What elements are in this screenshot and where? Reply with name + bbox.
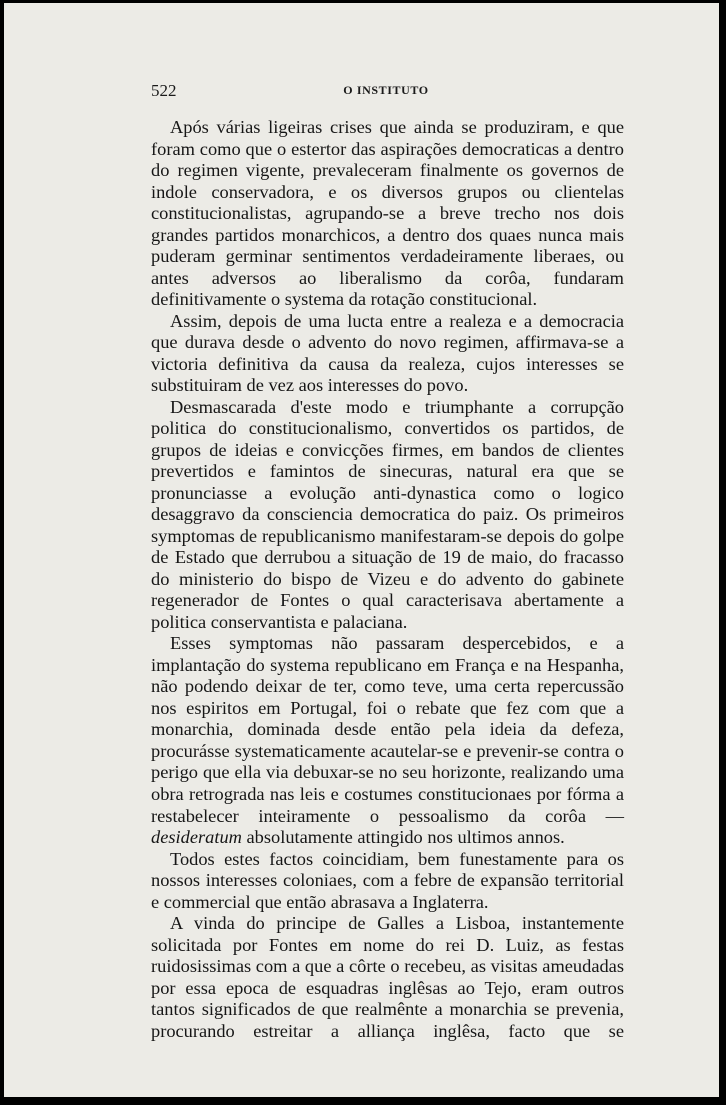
page-number: 522 bbox=[151, 81, 177, 100]
page-header bbox=[151, 81, 621, 101]
paragraph-text: absolutamente attingido nos ultimos annos. bbox=[241, 827, 565, 848]
paragraph bbox=[151, 633, 624, 848]
paragraph: Assim, depois de uma lucta entre a realeza e a democracia que durava desde o advento do novo regimen, affirmava-se a victoria definitiva da causa da realeza, cujos interesses se substituiram de vez aos interesses do povo. bbox=[151, 310, 624, 396]
paragraph: A vinda do principe de Galles a Lisboa, instantemente solicitada por Fontes em nome do rei D. Luiz, as festas ruidosissimas com a que a côrte o recebeu, as visitas ameudadas por essa epoca de esquadras inglêsas ao Tejo, eram outros tantos significados de que realmênte a monarchia se prevenia, procurando estreitar a alliança inglêsa, facto que se bbox=[151, 913, 624, 1041]
running-title: O INSTITUTO bbox=[343, 83, 429, 97]
body-text bbox=[151, 117, 624, 1042]
book-page bbox=[4, 3, 719, 1097]
emphasis-text: desideratum bbox=[151, 827, 242, 848]
paragraph: Após várias ligeiras crises que ainda se produziram, e que foram como que o estertor das aspirações democraticas a dentro do regimen vigente, prevaleceram finalmente os governos de indole conservadora, e os diversos grupos ou clientelas constitucionalistas, agrupando-se a breve trecho nos dois grandes partidos monarchicos, a dentro dos quaes nunca mais puderam germinar sentimentos verdadeiramente liberaes, ou antes adversos ao liberalismo da corôa, fundaram definitivamente o systema da rotação constitucional. bbox=[151, 117, 624, 310]
paragraph-text: Esses symptomas não passaram despercebidos, e a implantação do systema republicano em França e na Hespanha, não podendo deixar de ter, como teve, uma certa repercussão nos espiritos em Portugal, foi o rebate que fez com que a monarchia, dominada desde então pela ideia da defeza, procurásse systematicamente acautelar-se e prevenir-se contra o perigo que ella via debuxar-se no seu horizonte, realizando uma obra retrograda nas leis e costumes constitucionaes por fórma a restabelecer inteiramente o pessoalismo da corôa — bbox=[151, 633, 624, 826]
paragraph: Desmascarada d'este modo e triumphante a corrupção politica do constitucionalismo, convertidos os partidos, de grupos de ideias e convicções firmes, em bandos de clientes prevertidos e famintos de sinecuras, natural era que se pronunciasse a evolução anti-dynastica como o logico desaggravo da consciencia democratica do paiz. Os primeiros symptomas de republicanismo manifestaram-se depois do golpe de Estado que derrubou a situação de 19 de maio, do fracasso do ministerio do bispo de Vizeu e do advento do gabinete regenerador de Fontes o qual caracterisava abertamente a politica conservantista e palaciana. bbox=[151, 396, 624, 632]
paragraph: Todos estes factos coincidiam, bem funestamente para os nossos interesses coloniaes, com a febre de expansão territorial e commercial que então abrasava a Inglaterra. bbox=[151, 848, 624, 912]
